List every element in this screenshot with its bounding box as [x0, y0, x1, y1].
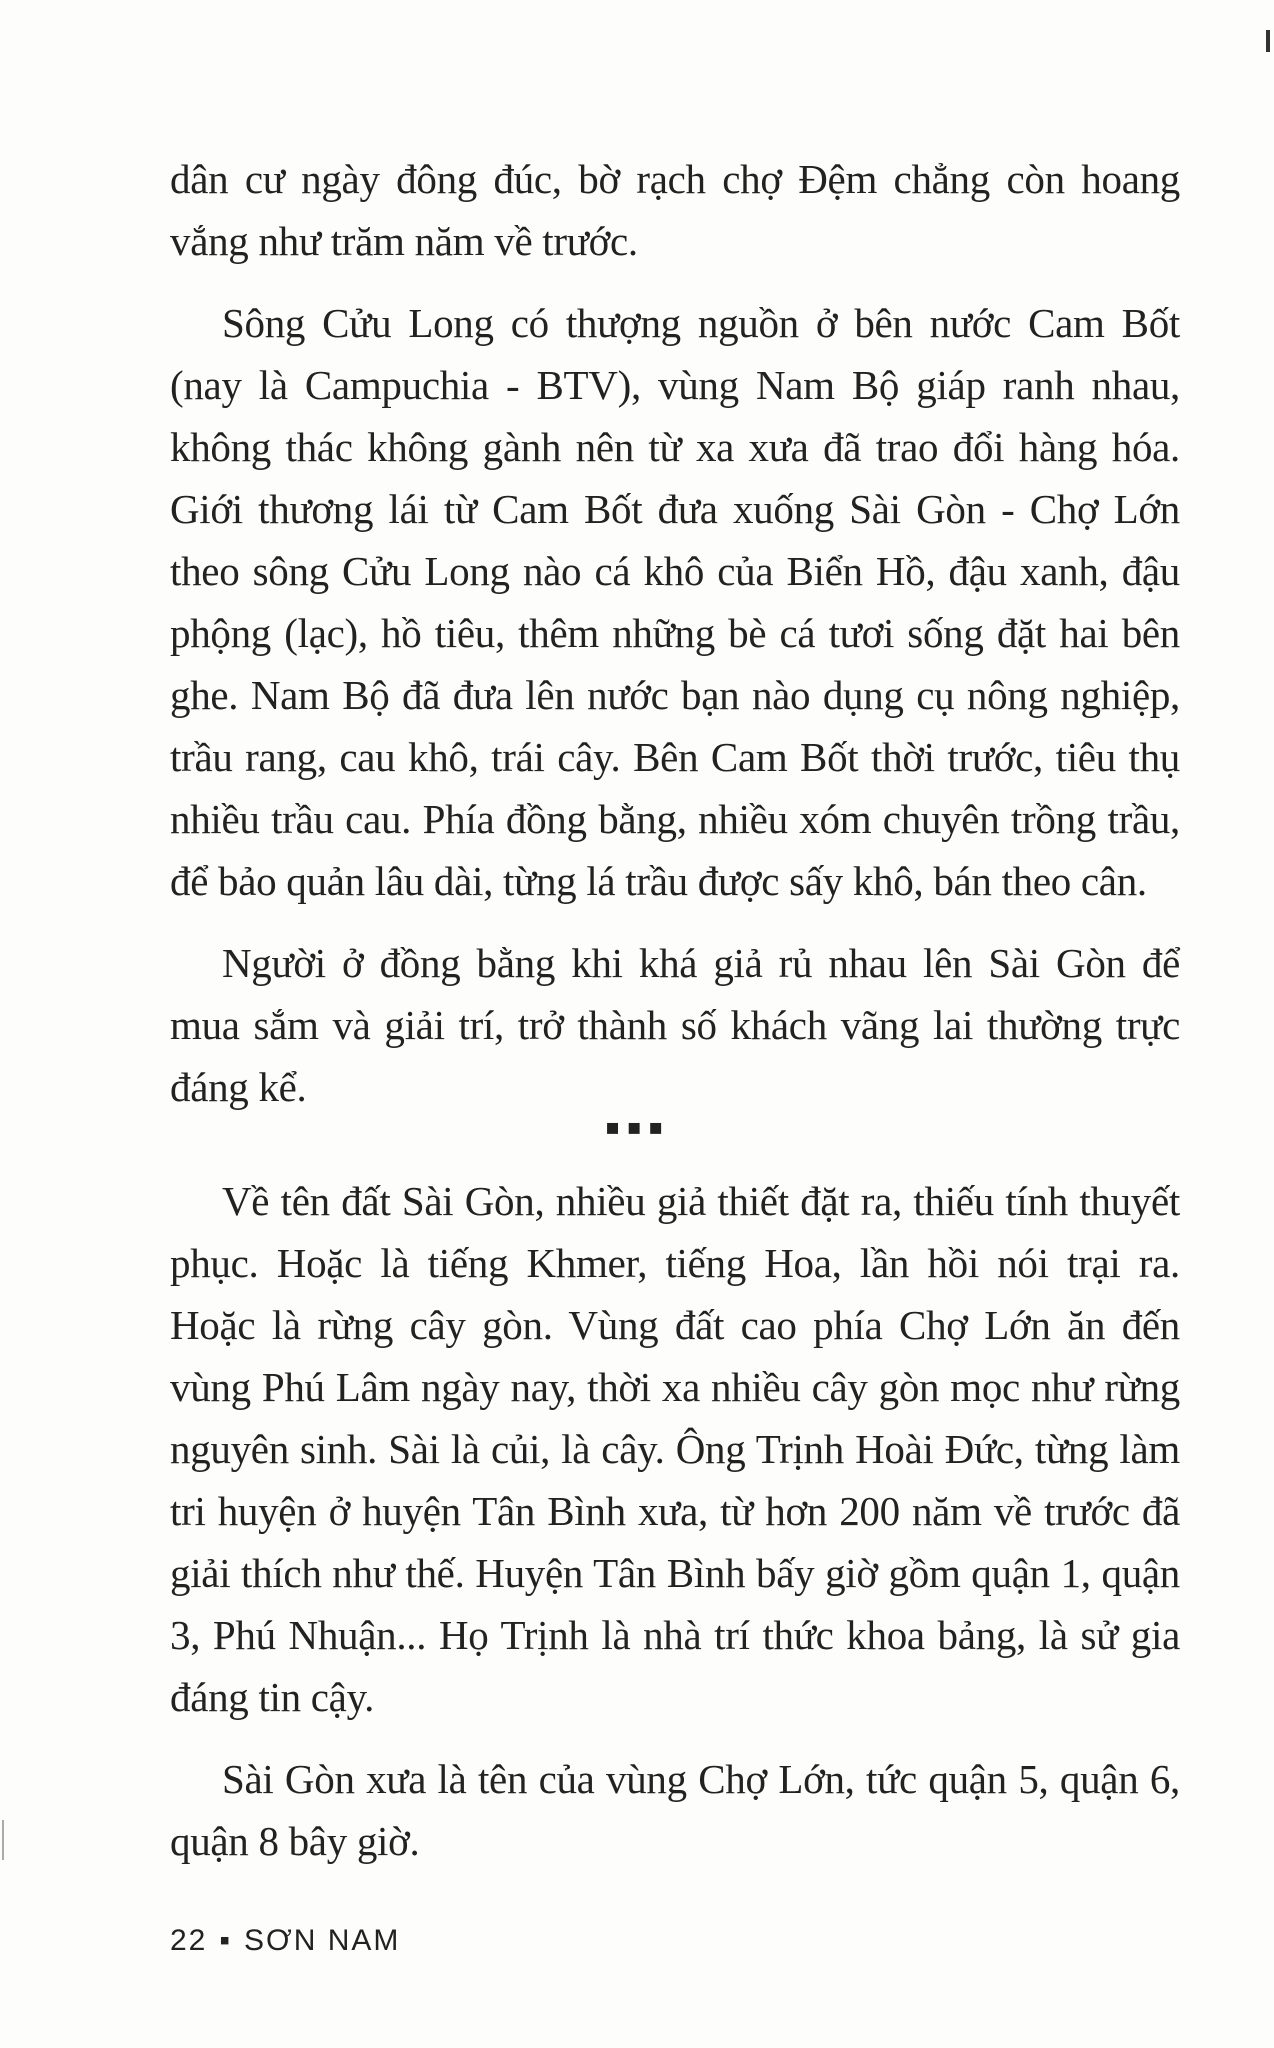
- paragraph: Sông Cửu Long có thượng nguồn ở bên nước Cam Bốt (nay là Campuchia - BTV), vùng Nam Bộ giáp ranh nhau, không thác không gành nên từ xa xưa đã trao đổi hàng hóa. Giới thương lái từ Cam Bốt đưa xuống Sài Gòn - Chợ Lớn theo sông Cửu Long nào cá khô của Biển Hồ, đậu xanh, đậu phộng (lạc), hồ tiêu, thêm những bè cá tươi sống đặt hai bên ghe. Nam Bộ đã đưa lên nước bạn nào dụng cụ nông nghiệp, trầu rang, cau khô, trái cây. Bên Cam Bốt thời trước, tiêu thụ nhiều trầu cau. Phía đồng bằng, nhiều xóm chuyên trồng trầu, để bảo quản lâu dài, từng lá trầu được sấy khô, bán theo cân.: [170, 300, 1180, 904]
- page-number: 22: [170, 1924, 208, 1957]
- page-footer: [170, 1924, 400, 1958]
- paragraph: Người ở đồng bằng khi khá giả rủ nhau lên Sài Gòn để mua sắm và giải trí, trở thành số khách vãng lai thường trực đáng kể.: [170, 940, 1180, 1110]
- author-name: SƠN NAM: [244, 1924, 401, 1957]
- paragraph: Về tên đất Sài Gòn, nhiều giả thiết đặt ra, thiếu tính thuyết phục. Hoặc là tiếng Khmer, tiếng Hoa, lần hồi nói trại ra. Hoặc là rừng cây gòn. Vùng đất cao phía Chợ Lớn ăn đến vùng Phú Lâm ngày nay, thời xa nhiều cây gòn mọc như rừng nguyên sinh. Sài là củi, là cây. Ông Trịnh Hoài Đức, từng làm tri huyện ở huyện Tân Bình xưa, từ hơn 200 năm về trước đã giải thích như thế. Huyện Tân Bình bấy giờ gồm quận 1, quận 3, Phú Nhuận... Họ Trịnh là nhà trí thức khoa bảng, là sử gia đáng tin cậy.: [170, 1178, 1180, 1720]
- footer-bullet: ▪: [219, 1924, 233, 1957]
- scan-edge-mark: [1266, 30, 1270, 52]
- paragraph: Sài Gòn xưa là tên của vùng Chợ Lớn, tức quận 5, quận 6, quận 8 bây giờ.: [170, 1756, 1180, 1864]
- text-section-2: [170, 1170, 1180, 1872]
- section-separator: ▪▪▪: [604, 1103, 670, 1152]
- text-section-1: [170, 148, 1180, 1118]
- paragraph: dân cư ngày đông đúc, bờ rạch chợ Đệm chẳng còn hoang vắng như trăm năm về trước.: [170, 156, 1180, 264]
- scan-edge-mark: [2, 1820, 4, 1860]
